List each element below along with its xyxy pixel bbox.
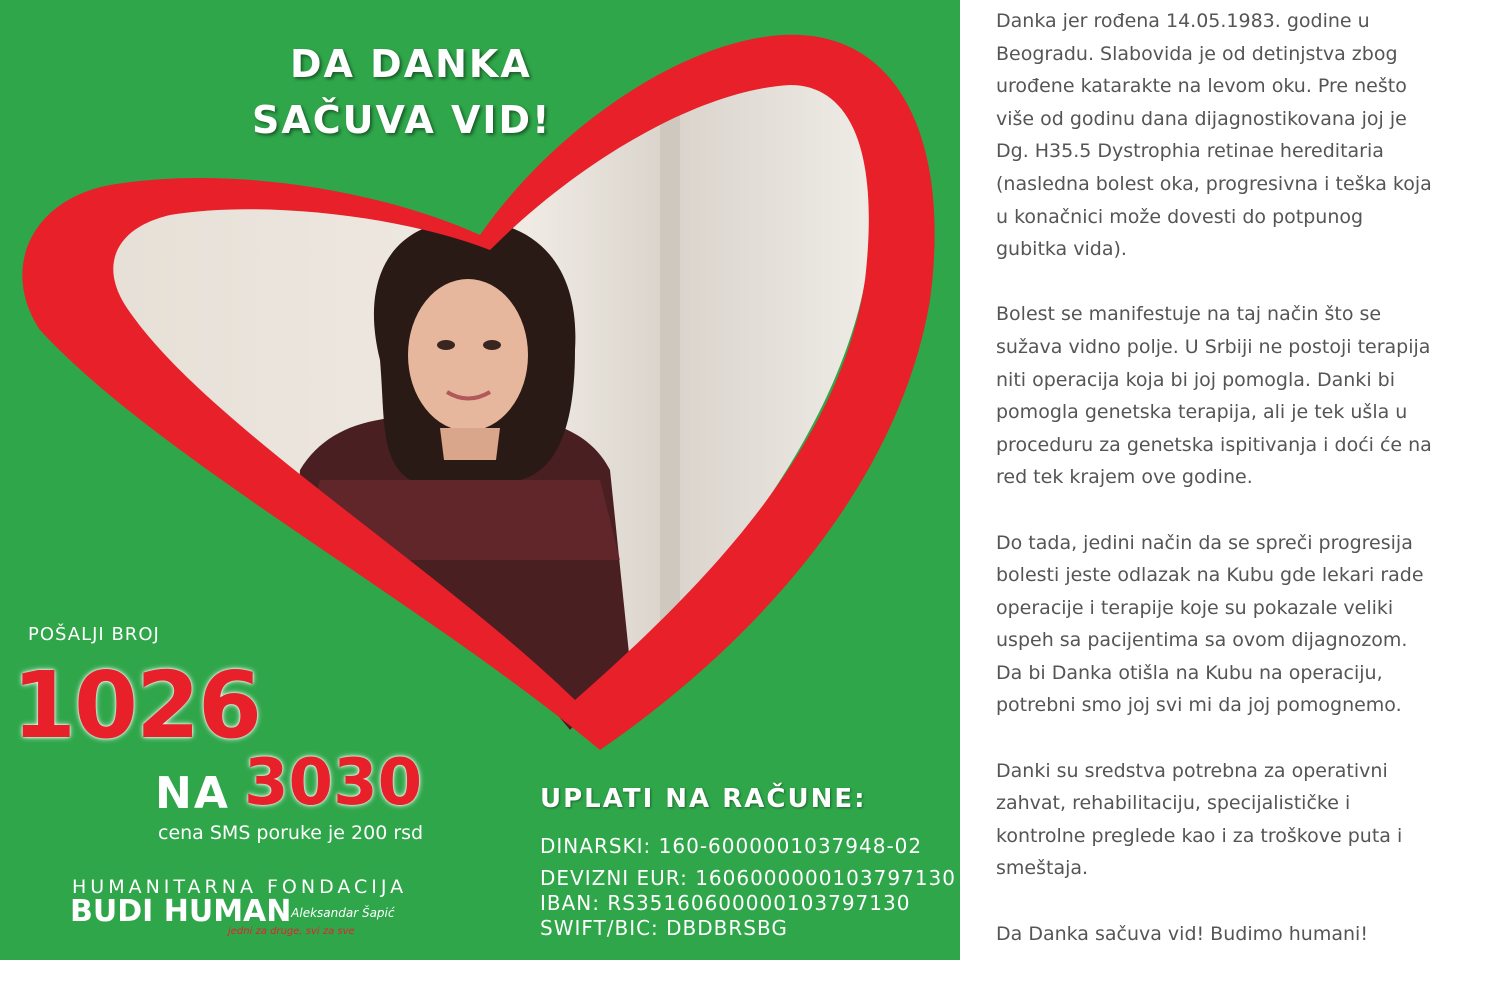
story-line: niti operacija koja bi joj pomogla. Danki bi <box>996 368 1395 391</box>
foundation-label: HUMANITARNA FONDACIJA <box>72 876 408 898</box>
story-paragraph <box>996 918 1476 951</box>
account-eur: DEVIZNI EUR: 1606000000103797130 <box>540 866 956 890</box>
story-paragraph <box>996 755 1476 885</box>
account-swift: SWIFT/BIC: DBDBRSBG <box>540 916 788 940</box>
story-line: Danka jer rođena 14.05.1983. godine u <box>996 10 1370 32</box>
story-line: zahvat, rehabilitaciju, specijalističke i <box>996 792 1351 815</box>
story-paragraph <box>996 527 1476 723</box>
to-label: NA <box>155 768 230 819</box>
story-line: potrebni smo joj svi mi da joj pomognemo. <box>996 694 1402 717</box>
story-line: operacije i terapije koje su pokazale veliki <box>996 596 1394 619</box>
story-line: red tek krajem ove godine. <box>996 466 1253 489</box>
sms-number: 3030 <box>244 746 423 820</box>
story-line: (nasledna bolest oka, progresivna i teška koja <box>996 172 1432 195</box>
story-line: gubitka vida). <box>996 238 1127 261</box>
sms-code: 1026 <box>12 652 261 759</box>
story-line: Danki su sredstva potrebna za operativni <box>996 759 1388 782</box>
accounts-title: UPLATI NA RAČUNE: <box>540 784 867 814</box>
story-line: u konačnici može dovesti do potpunog <box>996 205 1364 228</box>
story-line: bolesti jeste odlazak na Kubu gde lekari rade <box>996 564 1424 587</box>
account-iban: IBAN: RS35160600000103797130 <box>540 891 911 915</box>
story-line: Dg. H35.5 Dystrophia retinae hereditaria <box>996 140 1384 163</box>
story-line: urođene katarakte na levom oku. Pre nešto <box>996 75 1407 98</box>
foundation-motto: jedni za druge, svi za sve <box>228 926 355 937</box>
story-paragraph <box>996 5 1476 266</box>
story-line: više od godinu dana dijagnostikovana joj je <box>996 107 1407 130</box>
story-line: uspeh sa pacijentima sa ovom dijagnozom. <box>996 629 1408 652</box>
poster-title-line2: SAČUVA VID! <box>252 98 552 142</box>
story-line: Beogradu. Slabovida je od detinjstva zbog <box>996 42 1398 65</box>
sms-price-note: cena SMS poruke je 200 rsd <box>158 822 424 844</box>
story-text <box>996 5 1476 983</box>
send-number-label: POŠALJI BROJ <box>28 624 160 645</box>
account-dinar: DINARSKI: 160-6000001037948-02 <box>540 834 923 858</box>
story-line: pomogla genetska terapija, ali je tek ušla u <box>996 401 1408 424</box>
story-paragraph <box>996 298 1476 494</box>
story-line: smeštaja. <box>996 857 1089 880</box>
poster-title-line1: DA DANKA <box>290 42 532 86</box>
story-line: Da Danka sačuva vid! Budimo humani! <box>996 922 1368 945</box>
story-line: Do tada, jedini način da se spreči progresija <box>996 531 1413 554</box>
story-line: Bolest se manifestuje na taj način što se <box>996 303 1382 326</box>
foundation-author: - Aleksandar Šapić <box>283 906 395 920</box>
story-line: sužava vidno polje. U Srbiji ne postoji terapija <box>996 335 1431 358</box>
foundation-name: BUDI HUMAN <box>70 894 292 929</box>
story-line: kontrolne preglede kao i za troškove puta i <box>996 824 1403 847</box>
story-line: Da bi Danka otišla na Kubu na operaciju, <box>996 661 1383 684</box>
story-line: proceduru za genetska ispitivanja i doći će na <box>996 433 1432 456</box>
